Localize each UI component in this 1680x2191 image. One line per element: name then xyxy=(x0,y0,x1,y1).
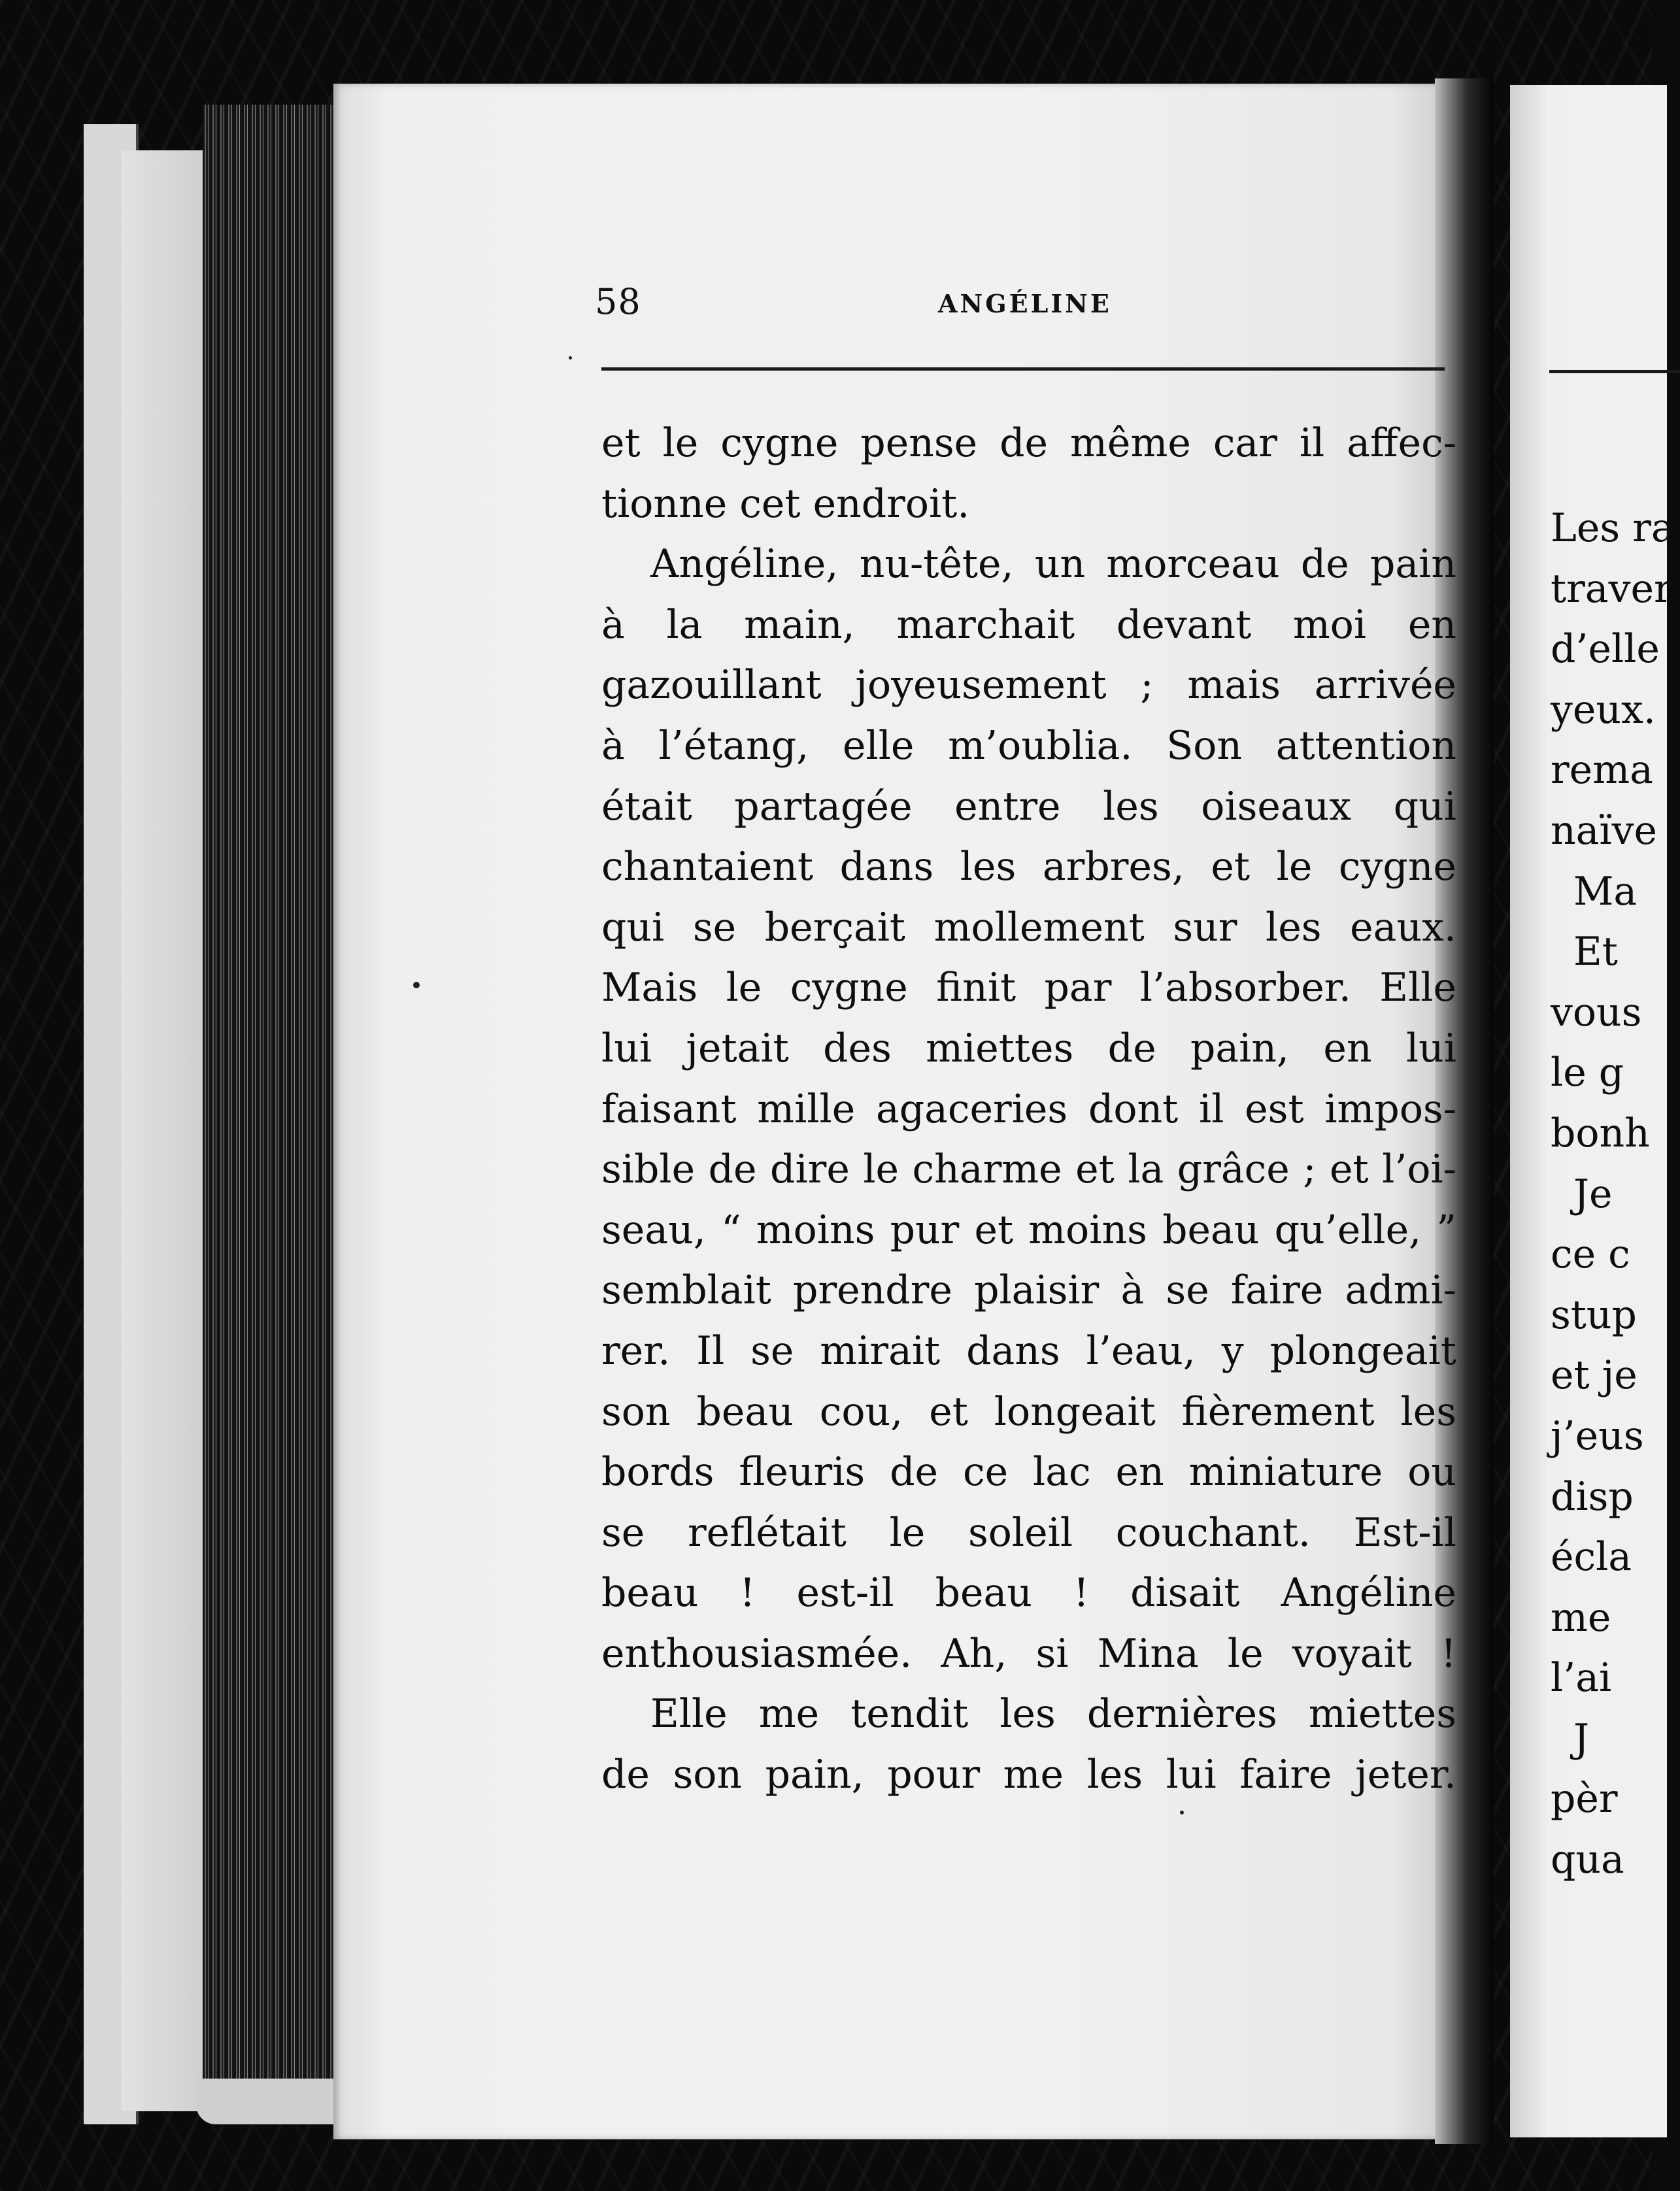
paper-speck xyxy=(413,982,420,988)
text-line: à l’étang, elle m’oublia. Son attention xyxy=(601,722,1456,769)
right-page-line: rema xyxy=(1551,747,1653,794)
running-title: ANGÉLINE xyxy=(938,289,1112,318)
text-line: Mais le cygne finit par l’absorber. Elle xyxy=(601,965,1456,1011)
right-page-text xyxy=(1551,498,1675,1890)
right-page-line: d’elle xyxy=(1551,626,1660,673)
text-line: Angéline, nu-tête, un morceau de pain xyxy=(650,541,1456,588)
right-page-line: qua xyxy=(1551,1837,1624,1883)
right-page-cropped xyxy=(1510,85,1675,2137)
right-page-line: bonh xyxy=(1551,1110,1650,1156)
right-page-line: le g xyxy=(1551,1050,1624,1096)
right-page-line: naïve xyxy=(1551,807,1658,854)
paper-speck xyxy=(1180,1811,1184,1815)
right-page-line: traver xyxy=(1551,565,1673,612)
right-page-line: stup xyxy=(1551,1292,1637,1338)
text-line: bords fleuris de ce lac en miniature ou xyxy=(601,1449,1456,1496)
right-page-line: l’ai xyxy=(1551,1655,1612,1701)
text-line: lui jetait des miettes de pain, en lui xyxy=(601,1025,1456,1071)
header-rule xyxy=(601,367,1445,371)
text-line: semblait prendre plaisir à se faire admi- xyxy=(601,1267,1456,1314)
right-page-line: j’eus xyxy=(1551,1413,1644,1459)
right-page-line: Et xyxy=(1573,929,1618,975)
text-line: faisant mille agaceries dont il est impos- xyxy=(601,1086,1456,1132)
text-line: à la main, marchait devant moi en xyxy=(601,601,1456,648)
right-page-line: Ma xyxy=(1573,868,1638,914)
running-head xyxy=(0,281,1653,333)
text-line: enthousiasmée. Ah, si Mina le voyait ! xyxy=(601,1630,1456,1677)
right-page-line: J xyxy=(1573,1715,1590,1762)
right-page-line: disp xyxy=(1551,1473,1634,1520)
right-page-line: écla xyxy=(1551,1534,1632,1581)
text-line: seau, “ moins pur et moins beau qu’elle, ” xyxy=(601,1207,1456,1253)
text-line: rer. Il se mirait dans l’eau, y plongeait xyxy=(601,1328,1456,1374)
right-page-line: yeux. xyxy=(1551,686,1656,733)
right-page-line: et je xyxy=(1551,1352,1638,1399)
page-number: 58 xyxy=(595,281,641,322)
text-line: son beau cou, et longeait fièrement les xyxy=(601,1388,1456,1435)
book-board-edge xyxy=(122,150,209,2111)
text-line: tionne cet endroit. xyxy=(601,480,970,527)
text-line: Elle me tendit les dernières miettes xyxy=(650,1691,1456,1737)
right-page-line: Les ra xyxy=(1551,505,1675,551)
text-line: gazouillant joyeusement ; mais arrivée xyxy=(601,662,1456,709)
page-body-text xyxy=(601,413,1456,1805)
text-line: et le cygne pense de même car il affec- xyxy=(601,420,1456,466)
right-page-rule xyxy=(1549,370,1680,373)
text-line: qui se berçait mollement sur les eaux. xyxy=(601,904,1456,950)
text-line: de son pain, pour me les lui faire jeter. xyxy=(601,1752,1456,1798)
text-line: beau ! est-il beau ! disait Angéline xyxy=(601,1570,1456,1616)
right-page-line: me xyxy=(1551,1594,1611,1641)
right-page-line: Je xyxy=(1573,1171,1613,1217)
right-page-line: pèr xyxy=(1551,1776,1618,1822)
right-page-line: ce c xyxy=(1551,1231,1630,1278)
text-line: se reflétait le soleil couchant. Est-il xyxy=(601,1509,1456,1556)
right-page-line: vous xyxy=(1551,989,1642,1035)
text-line: sible de dire le charme et la grâce ; et l’oi- xyxy=(601,1146,1456,1193)
text-line: chantaient dans les arbres, et le cygne xyxy=(601,844,1456,890)
paper-speck xyxy=(569,356,572,360)
text-line: était partagée entre les oiseaux qui xyxy=(601,783,1456,829)
